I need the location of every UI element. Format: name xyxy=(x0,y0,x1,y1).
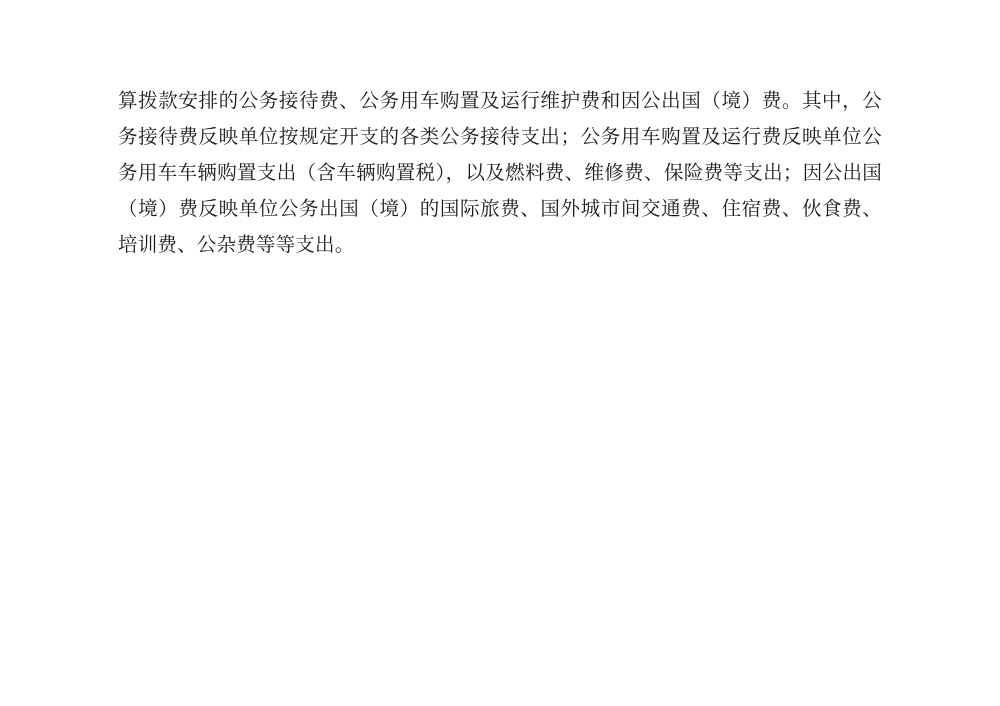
body-paragraph: 算拨款安排的公务接待费、公务用车购置及运行维护费和因公出国（境）费。其中，公务接待费反映单位按规定开支的各类公务接待支出；公务用车购置及运行费反映单位公务用车车辆购置支出（含车辆购置税），以及燃料费、维修费、保险费等支出；因公出国（境）费反映单位公务出国（境）的国际旅费、国外城市间交通费、住宿费、伙食费、培训费、公杂费等等支出。 xyxy=(118,91,882,256)
body-text-block xyxy=(118,84,882,264)
